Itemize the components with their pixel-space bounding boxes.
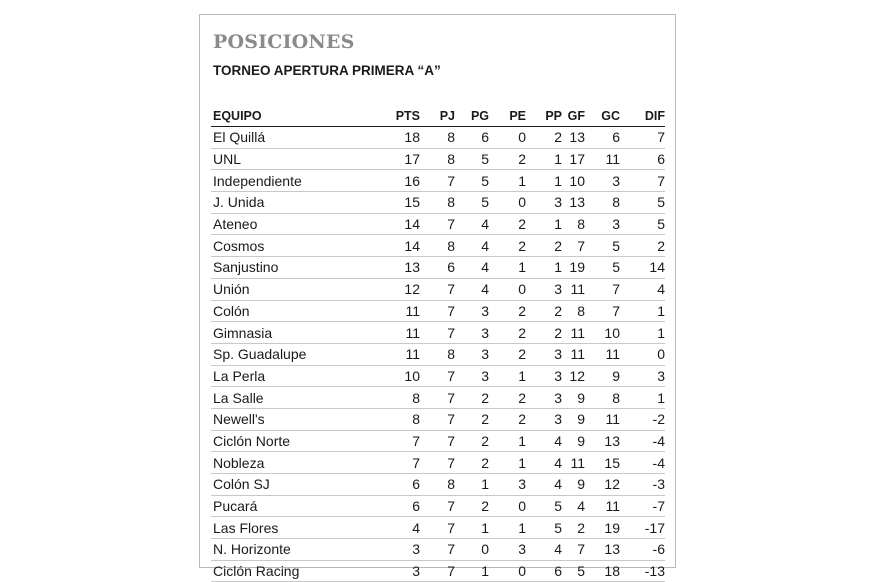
team-name-cell: Gimnasia xyxy=(211,322,377,344)
column-header-pg: PG xyxy=(455,106,489,127)
drawn-cell: 2 xyxy=(489,322,526,344)
goal-difference-cell: -17 xyxy=(620,517,665,539)
table-row xyxy=(211,408,665,430)
points-cell: 11 xyxy=(377,322,420,344)
table-row xyxy=(211,127,665,149)
won-cell: 4 xyxy=(455,257,489,279)
won-cell: 4 xyxy=(455,235,489,257)
table-row xyxy=(211,300,665,322)
won-cell: 3 xyxy=(455,300,489,322)
goals-for-cell: 8 xyxy=(562,300,585,322)
table-row xyxy=(211,495,665,517)
column-header-pe: PE xyxy=(489,106,526,127)
goals-against-cell: 19 xyxy=(585,517,620,539)
points-cell: 8 xyxy=(377,408,420,430)
table-row xyxy=(211,365,665,387)
team-name-cell: Unión xyxy=(211,278,377,300)
goal-difference-cell: 1 xyxy=(620,387,665,409)
points-cell: 8 xyxy=(377,387,420,409)
points-cell: 3 xyxy=(377,539,420,561)
drawn-cell: 1 xyxy=(489,170,526,192)
team-name-cell: Ateneo xyxy=(211,213,377,235)
points-cell: 4 xyxy=(377,517,420,539)
table-row xyxy=(211,257,665,279)
team-name-cell: Colón xyxy=(211,300,377,322)
goals-against-cell: 8 xyxy=(585,192,620,214)
points-cell: 14 xyxy=(377,213,420,235)
panel-subtitle: TORNEO APERTURA PRIMERA “A” xyxy=(213,63,441,78)
drawn-cell: 0 xyxy=(489,127,526,149)
goals-for-cell: 9 xyxy=(562,430,585,452)
goal-difference-cell: 3 xyxy=(620,365,665,387)
standings-panel xyxy=(199,14,676,580)
played-cell: 8 xyxy=(420,192,455,214)
drawn-cell: 0 xyxy=(489,192,526,214)
drawn-cell: 2 xyxy=(489,148,526,170)
drawn-cell: 1 xyxy=(489,430,526,452)
played-cell: 8 xyxy=(420,127,455,149)
goals-against-cell: 11 xyxy=(585,495,620,517)
won-cell: 5 xyxy=(455,192,489,214)
team-name-cell: Sp. Guadalupe xyxy=(211,343,377,365)
team-name-cell: El Quillá xyxy=(211,127,377,149)
lost-cell: 3 xyxy=(526,365,562,387)
goals-for-cell: 11 xyxy=(562,278,585,300)
team-name-cell: Ciclón Racing xyxy=(211,560,377,582)
points-cell: 12 xyxy=(377,278,420,300)
goals-for-cell: 13 xyxy=(562,127,585,149)
lost-cell: 3 xyxy=(526,408,562,430)
team-name-cell: UNL xyxy=(211,148,377,170)
lost-cell: 2 xyxy=(526,322,562,344)
played-cell: 7 xyxy=(420,408,455,430)
goals-for-cell: 17 xyxy=(562,148,585,170)
won-cell: 2 xyxy=(455,387,489,409)
goals-for-cell: 13 xyxy=(562,192,585,214)
played-cell: 6 xyxy=(420,257,455,279)
won-cell: 1 xyxy=(455,517,489,539)
drawn-cell: 1 xyxy=(489,257,526,279)
table-row xyxy=(211,560,665,582)
won-cell: 4 xyxy=(455,278,489,300)
drawn-cell: 2 xyxy=(489,300,526,322)
won-cell: 3 xyxy=(455,365,489,387)
won-cell: 4 xyxy=(455,213,489,235)
won-cell: 2 xyxy=(455,408,489,430)
goal-difference-cell: 7 xyxy=(620,127,665,149)
column-header-dif: DIF xyxy=(620,106,665,127)
played-cell: 8 xyxy=(420,235,455,257)
played-cell: 8 xyxy=(420,343,455,365)
lost-cell: 1 xyxy=(526,213,562,235)
table-row xyxy=(211,278,665,300)
goals-against-cell: 18 xyxy=(585,560,620,582)
goals-for-cell: 5 xyxy=(562,560,585,582)
points-cell: 6 xyxy=(377,495,420,517)
goal-difference-cell: 1 xyxy=(620,300,665,322)
drawn-cell: 1 xyxy=(489,452,526,474)
goal-difference-cell: 5 xyxy=(620,213,665,235)
table-row xyxy=(211,539,665,561)
goal-difference-cell: -2 xyxy=(620,408,665,430)
column-header-pts: PTS xyxy=(377,106,420,127)
goals-for-cell: 11 xyxy=(562,322,585,344)
goals-for-cell: 7 xyxy=(562,539,585,561)
goals-against-cell: 8 xyxy=(585,387,620,409)
table-header-row xyxy=(211,106,665,127)
column-header-equipo: EQUIPO xyxy=(211,106,377,127)
lost-cell: 1 xyxy=(526,257,562,279)
goal-difference-cell: -4 xyxy=(620,452,665,474)
drawn-cell: 0 xyxy=(489,495,526,517)
lost-cell: 6 xyxy=(526,560,562,582)
drawn-cell: 2 xyxy=(489,408,526,430)
played-cell: 8 xyxy=(420,474,455,496)
team-name-cell: N. Horizonte xyxy=(211,539,377,561)
table-row xyxy=(211,322,665,344)
points-cell: 14 xyxy=(377,235,420,257)
played-cell: 7 xyxy=(420,517,455,539)
won-cell: 5 xyxy=(455,170,489,192)
points-cell: 7 xyxy=(377,452,420,474)
lost-cell: 3 xyxy=(526,278,562,300)
team-name-cell: Cosmos xyxy=(211,235,377,257)
goals-for-cell: 11 xyxy=(562,343,585,365)
drawn-cell: 2 xyxy=(489,387,526,409)
lost-cell: 3 xyxy=(526,343,562,365)
lost-cell: 4 xyxy=(526,474,562,496)
table-row xyxy=(211,452,665,474)
table-body xyxy=(211,127,665,582)
won-cell: 2 xyxy=(455,452,489,474)
drawn-cell: 1 xyxy=(489,365,526,387)
goals-for-cell: 9 xyxy=(562,408,585,430)
played-cell: 7 xyxy=(420,430,455,452)
column-header-gc: GC xyxy=(585,106,620,127)
goals-against-cell: 15 xyxy=(585,452,620,474)
lost-cell: 4 xyxy=(526,430,562,452)
goals-against-cell: 11 xyxy=(585,408,620,430)
points-cell: 6 xyxy=(377,474,420,496)
played-cell: 7 xyxy=(420,539,455,561)
goal-difference-cell: 1 xyxy=(620,322,665,344)
goals-against-cell: 11 xyxy=(585,148,620,170)
goals-for-cell: 19 xyxy=(562,257,585,279)
goal-difference-cell: 7 xyxy=(620,170,665,192)
column-header-pj: PJ xyxy=(420,106,455,127)
won-cell: 1 xyxy=(455,474,489,496)
lost-cell: 1 xyxy=(526,148,562,170)
goals-for-cell: 8 xyxy=(562,213,585,235)
goals-against-cell: 13 xyxy=(585,539,620,561)
drawn-cell: 2 xyxy=(489,213,526,235)
points-cell: 17 xyxy=(377,148,420,170)
points-cell: 11 xyxy=(377,300,420,322)
team-name-cell: Ciclón Norte xyxy=(211,430,377,452)
goal-difference-cell: 14 xyxy=(620,257,665,279)
goals-against-cell: 13 xyxy=(585,430,620,452)
played-cell: 7 xyxy=(420,300,455,322)
drawn-cell: 1 xyxy=(489,517,526,539)
table-row xyxy=(211,213,665,235)
lost-cell: 5 xyxy=(526,495,562,517)
won-cell: 1 xyxy=(455,560,489,582)
goals-against-cell: 5 xyxy=(585,257,620,279)
team-name-cell: Independiente xyxy=(211,170,377,192)
goal-difference-cell: 6 xyxy=(620,148,665,170)
drawn-cell: 3 xyxy=(489,539,526,561)
team-name-cell: Pucará xyxy=(211,495,377,517)
goals-for-cell: 9 xyxy=(562,387,585,409)
goals-for-cell: 9 xyxy=(562,474,585,496)
goals-against-cell: 9 xyxy=(585,365,620,387)
goals-against-cell: 12 xyxy=(585,474,620,496)
goals-for-cell: 4 xyxy=(562,495,585,517)
won-cell: 3 xyxy=(455,343,489,365)
played-cell: 7 xyxy=(420,322,455,344)
goal-difference-cell: -6 xyxy=(620,539,665,561)
table-row xyxy=(211,474,665,496)
points-cell: 10 xyxy=(377,365,420,387)
column-header-pp: PP xyxy=(526,106,562,127)
drawn-cell: 0 xyxy=(489,560,526,582)
goal-difference-cell: -13 xyxy=(620,560,665,582)
team-name-cell: Newell's xyxy=(211,408,377,430)
team-name-cell: Las Flores xyxy=(211,517,377,539)
points-cell: 18 xyxy=(377,127,420,149)
points-cell: 11 xyxy=(377,343,420,365)
goals-for-cell: 10 xyxy=(562,170,585,192)
played-cell: 7 xyxy=(420,452,455,474)
table-row xyxy=(211,517,665,539)
goals-for-cell: 12 xyxy=(562,365,585,387)
played-cell: 7 xyxy=(420,387,455,409)
table-row xyxy=(211,235,665,257)
lost-cell: 3 xyxy=(526,192,562,214)
lost-cell: 2 xyxy=(526,235,562,257)
won-cell: 3 xyxy=(455,322,489,344)
lost-cell: 3 xyxy=(526,387,562,409)
goals-against-cell: 3 xyxy=(585,170,620,192)
panel-title: POSICIONES xyxy=(213,31,355,53)
team-name-cell: La Perla xyxy=(211,365,377,387)
goals-for-cell: 7 xyxy=(562,235,585,257)
goal-difference-cell: 0 xyxy=(620,343,665,365)
won-cell: 5 xyxy=(455,148,489,170)
drawn-cell: 2 xyxy=(489,235,526,257)
table-row xyxy=(211,343,665,365)
goal-difference-cell: -3 xyxy=(620,474,665,496)
goals-against-cell: 7 xyxy=(585,278,620,300)
goal-difference-cell: 5 xyxy=(620,192,665,214)
won-cell: 2 xyxy=(455,430,489,452)
points-cell: 7 xyxy=(377,430,420,452)
goal-difference-cell: 4 xyxy=(620,278,665,300)
won-cell: 6 xyxy=(455,127,489,149)
played-cell: 7 xyxy=(420,213,455,235)
points-cell: 16 xyxy=(377,170,420,192)
played-cell: 7 xyxy=(420,170,455,192)
drawn-cell: 2 xyxy=(489,343,526,365)
points-cell: 15 xyxy=(377,192,420,214)
table-row xyxy=(211,430,665,452)
team-name-cell: Nobleza xyxy=(211,452,377,474)
played-cell: 7 xyxy=(420,365,455,387)
goal-difference-cell: -4 xyxy=(620,430,665,452)
goals-against-cell: 6 xyxy=(585,127,620,149)
goals-for-cell: 2 xyxy=(562,517,585,539)
goals-against-cell: 7 xyxy=(585,300,620,322)
table-row xyxy=(211,170,665,192)
drawn-cell: 3 xyxy=(489,474,526,496)
lost-cell: 2 xyxy=(526,300,562,322)
lost-cell: 5 xyxy=(526,517,562,539)
goals-against-cell: 5 xyxy=(585,235,620,257)
goals-for-cell: 11 xyxy=(562,452,585,474)
played-cell: 7 xyxy=(420,495,455,517)
won-cell: 2 xyxy=(455,495,489,517)
table-row xyxy=(211,387,665,409)
lost-cell: 1 xyxy=(526,170,562,192)
standings-table xyxy=(211,106,665,582)
drawn-cell: 0 xyxy=(489,278,526,300)
column-header-gf: GF xyxy=(562,106,585,127)
table-row xyxy=(211,192,665,214)
played-cell: 7 xyxy=(420,278,455,300)
team-name-cell: Sanjustino xyxy=(211,257,377,279)
goals-against-cell: 3 xyxy=(585,213,620,235)
team-name-cell: Colón SJ xyxy=(211,474,377,496)
team-name-cell: La Salle xyxy=(211,387,377,409)
goal-difference-cell: 2 xyxy=(620,235,665,257)
won-cell: 0 xyxy=(455,539,489,561)
goal-difference-cell: -7 xyxy=(620,495,665,517)
goals-against-cell: 10 xyxy=(585,322,620,344)
played-cell: 8 xyxy=(420,148,455,170)
played-cell: 7 xyxy=(420,560,455,582)
points-cell: 13 xyxy=(377,257,420,279)
goals-against-cell: 11 xyxy=(585,343,620,365)
lost-cell: 2 xyxy=(526,127,562,149)
team-name-cell: J. Unida xyxy=(211,192,377,214)
lost-cell: 4 xyxy=(526,539,562,561)
table-row xyxy=(211,148,665,170)
lost-cell: 4 xyxy=(526,452,562,474)
points-cell: 3 xyxy=(377,560,420,582)
